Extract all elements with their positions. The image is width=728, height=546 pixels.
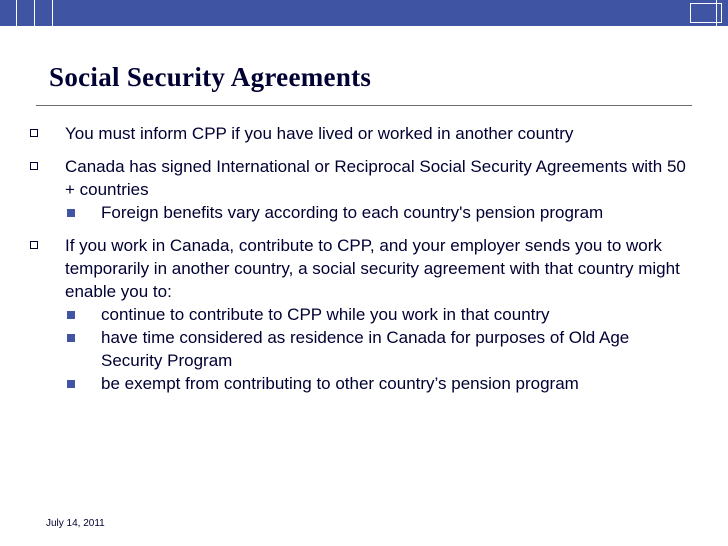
sub-bullet-list [65, 303, 698, 395]
sub-bullet-item [0, 326, 698, 372]
bar-divider [52, 0, 53, 26]
bullet-list [0, 122, 728, 405]
hollow-square-bullet-icon [30, 162, 38, 170]
hollow-square-bullet-icon [30, 129, 38, 137]
bar-corner-strip [716, 0, 728, 26]
filled-square-bullet-icon [67, 380, 75, 388]
bar-divider [34, 0, 35, 26]
slide-title: Social Security Agreements [49, 62, 372, 92]
sub-bullet-text: be exempt from contributing to other country’s pension program [101, 374, 579, 393]
sub-bullet-item [0, 201, 698, 224]
top-band [0, 0, 728, 26]
bullet-item [0, 234, 728, 395]
sub-bullet-item [0, 303, 698, 326]
top-decorative-bar [0, 0, 728, 26]
bullet-item [0, 155, 728, 224]
sub-bullet-text: have time considered as residence in Canada for purposes of Old Age Security Program [101, 328, 630, 370]
hollow-square-bullet-icon [30, 241, 38, 249]
filled-square-bullet-icon [67, 209, 75, 217]
filled-square-bullet-icon [67, 334, 75, 342]
sub-bullet-text: continue to contribute to CPP while you work in that country [101, 305, 550, 324]
sub-bullet-item [0, 372, 698, 395]
bullet-text: You must inform CPP if you have lived or worked in another country [65, 124, 574, 143]
footer-date: July 14, 2011 [46, 518, 105, 529]
title-divider [36, 105, 692, 106]
bullet-item [0, 122, 728, 145]
filled-square-bullet-icon [67, 311, 75, 319]
bullet-text: If you work in Canada, contribute to CPP, and your employer sends you to work temporarily in another country, a social security agreement with that country might enable you to: [65, 236, 680, 301]
bullet-text: Canada has signed International or Reciprocal Social Security Agreements with 50 + countries [65, 157, 686, 199]
sub-bullet-list [65, 201, 698, 224]
sub-bullet-text: Foreign benefits vary according to each country's pension program [101, 203, 604, 222]
bar-divider [16, 0, 17, 26]
